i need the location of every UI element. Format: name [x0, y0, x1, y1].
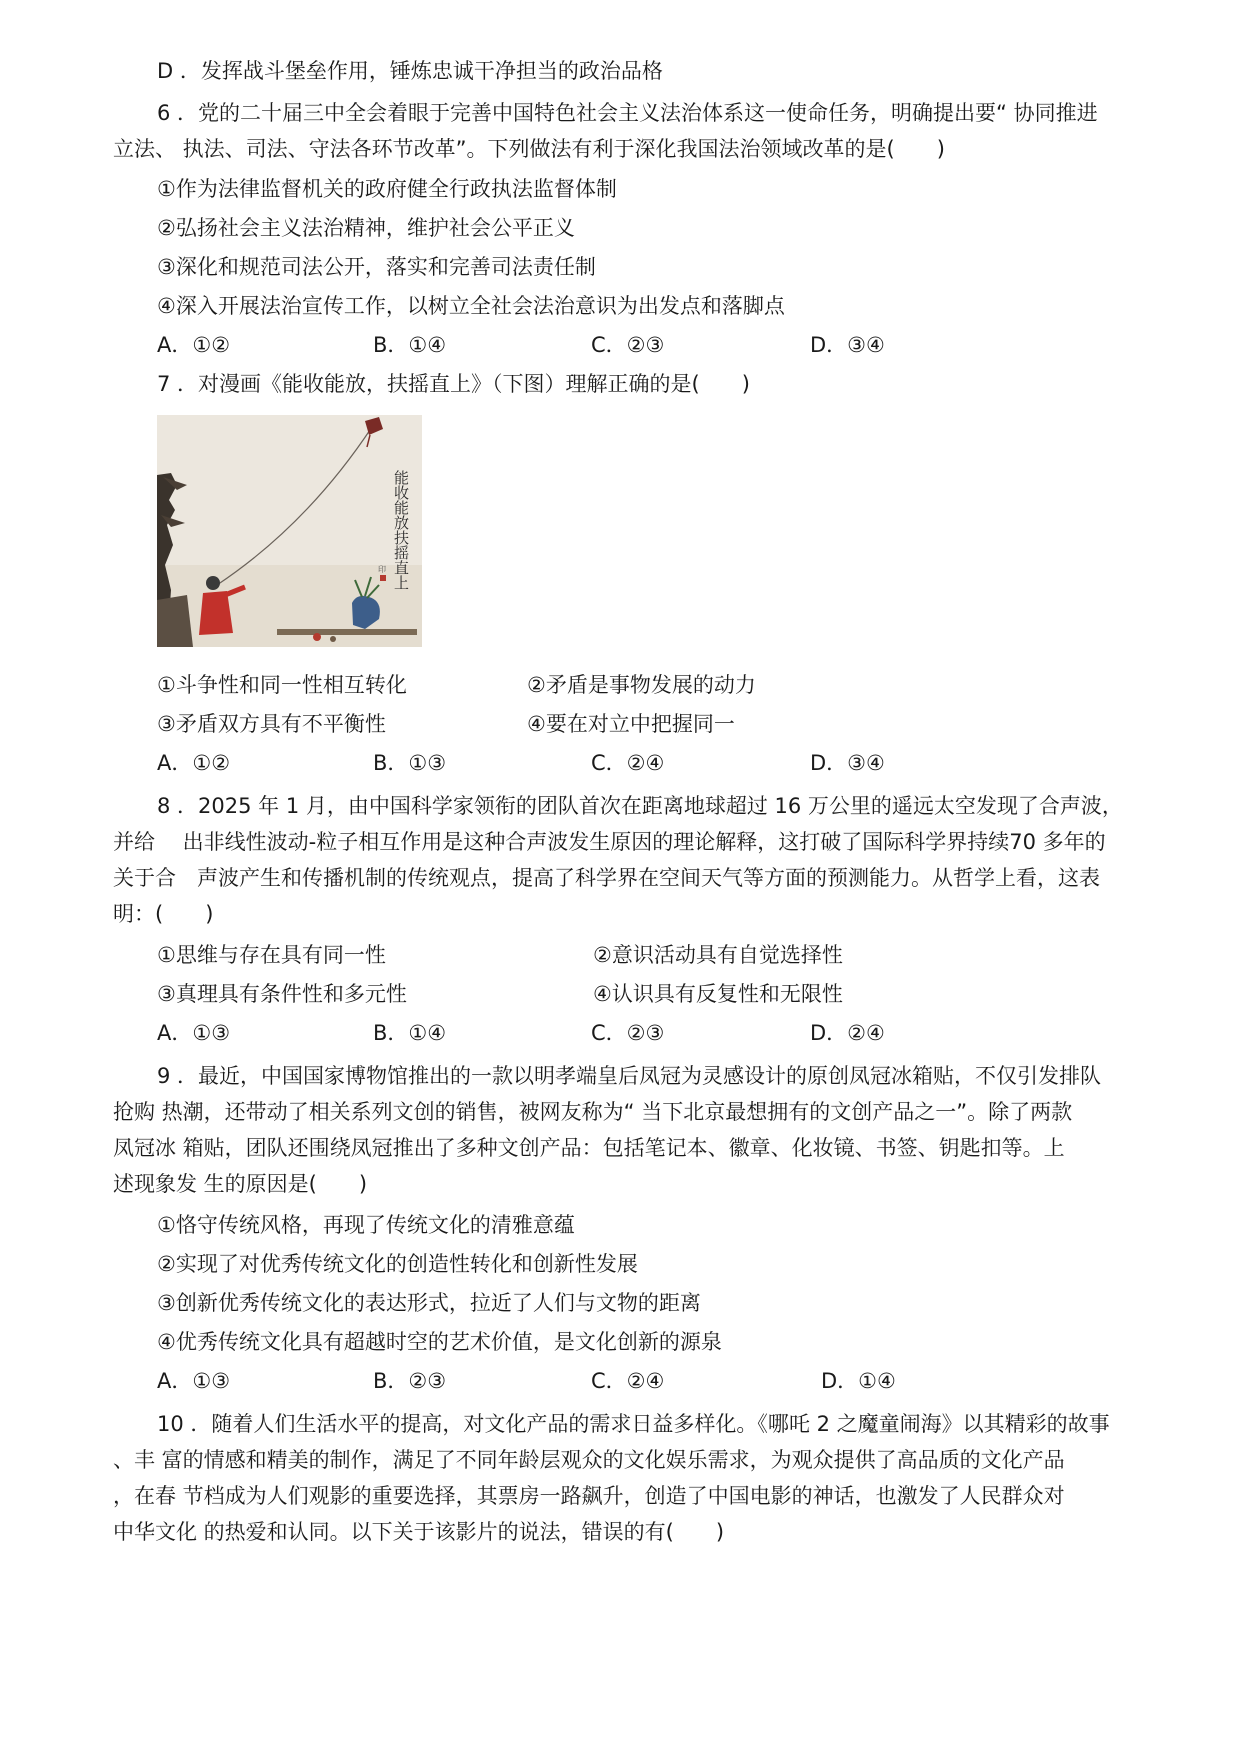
q9-stem-line3: 凤冠冰 箱贴，团队还围绕凤冠推出了多种文创产品：包括笔记本、徽章、化妆镜、书签、钥匙扣等。上: [113, 1136, 1065, 1160]
q9-stem-line4: 述现象发 生的原因是( ): [113, 1172, 368, 1196]
q6-choice-d[interactable]: D．③④: [810, 333, 885, 357]
q8-statement-3: ③真理具有条件性和多元性: [157, 982, 407, 1006]
q9-choice-d[interactable]: D．①④: [821, 1369, 896, 1393]
q9-statement-1: ①恪守传统风格，再现了传统文化的清雅意蕴: [157, 1213, 575, 1237]
q7-choice-c[interactable]: C．②④: [591, 751, 665, 775]
q8-statement-2: ②意识活动具有自觉选择性: [593, 943, 843, 967]
q8-stem-line1: 8 ．2025 年 1 月，由中国科学家领衔的团队首次在距离地球超过 16 万公里的遥远太空发现了合声波，: [157, 794, 1123, 818]
q6-stem-line1: 6 ．党的二十届三中全会着眼于完善中国特色社会主义法治体系这一使命任务，明确提出要“ 协同推进: [157, 101, 1098, 125]
q8-stem-line4: 明：( ): [113, 902, 214, 926]
q7-choice-a[interactable]: A．①②: [157, 751, 231, 775]
q6-statement-2: ②弘扬社会主义法治精神，维护社会公平正义: [157, 216, 575, 240]
q8-statement-1: ①思维与存在具有同一性: [157, 943, 386, 967]
q7-choice-b[interactable]: B．①③: [373, 751, 447, 775]
q9-statement-2: ②实现了对优秀传统文化的创造性转化和创新性发展: [157, 1252, 638, 1276]
q7-statement-3: ③矛盾双方具有不平衡性: [157, 712, 386, 736]
q6-choice-b[interactable]: B．①④: [373, 333, 447, 357]
q6-statement-4: ④深入开展法治宣传工作，以树立全社会法治意识为出发点和落脚点: [157, 294, 785, 318]
q9-choice-a[interactable]: A．①③: [157, 1369, 231, 1393]
q7-stem: 7 ．对漫画《能收能放，扶摇直上》（下图）理解正确的是( ): [157, 372, 750, 396]
q6-choice-c[interactable]: C．②③: [591, 333, 665, 357]
q8-stem-line2: 并给 出非线性波动-粒子相互作用是这种合声波发生原因的理论解释，这打破了国际科学界持续70 多年的: [113, 830, 1106, 854]
q10-stem-line1: 10 ．随着人们生活水平的提高，对文化产品的需求日益多样化。《哪吒 2 之魔童闹海》以其精彩的故事: [157, 1412, 1110, 1436]
svg-text:印: 印: [377, 565, 387, 573]
q8-choice-d[interactable]: D．②④: [810, 1021, 885, 1045]
q10-stem-line3: ，在春 节档成为人们观影的重要选择，其票房一路飙升，创造了中国电影的神话，也激发了人民群众对: [113, 1484, 1065, 1508]
q8-choice-a[interactable]: A．①③: [157, 1021, 231, 1045]
q5-option-d: D ．发挥战斗堡垒作用，锤炼忠诚干净担当的政治品格: [157, 59, 663, 83]
q8-choice-c[interactable]: C．②③: [591, 1021, 665, 1045]
q7-statement-1: ①斗争性和同一性相互转化: [157, 673, 407, 697]
q6-stem-line2: 立法、 执法、司法、守法各环节改革”。下列做法有利于深化我国法治领域改革的是( ): [113, 137, 945, 161]
q6-statement-1: ①作为法律监督机关的政府健全行政执法监督体制: [157, 177, 617, 201]
q8-statement-4: ④认识具有反复性和无限性: [593, 982, 843, 1006]
q9-choice-c[interactable]: C．②④: [591, 1369, 665, 1393]
q9-stem-line2: 抢购 热潮，还带动了相关系列文创的销售，被网友称为“ 当下北京最想拥有的文创产品之一”。除了两款: [113, 1100, 1073, 1124]
q7-statement-2: ②矛盾是事物发展的动力: [527, 673, 756, 697]
q9-stem-line1: 9 ．最近，中国国家博物馆推出的一款以明孝端皇后凤冠为灵感设计的原创凤冠冰箱贴，不仅引发排队: [157, 1064, 1102, 1088]
cartoon-kite-image: [157, 415, 422, 647]
q9-choice-b[interactable]: B．②③: [373, 1369, 447, 1393]
q10-stem-line4: 中华文化 的热爱和认同。以下关于该影片的说法，错误的有( ): [113, 1520, 725, 1544]
q9-statement-4: ④优秀传统文化具有超越时空的艺术价值，是文化创新的源泉: [157, 1330, 722, 1354]
q9-statement-3: ③创新优秀传统文化的表达形式，拉近了人们与文物的距离: [157, 1291, 701, 1315]
q6-statement-3: ③深化和规范司法公开，落实和完善司法责任制: [157, 255, 596, 279]
q10-stem-line2: 、丰 富的情感和精美的制作，满足了不同年龄层观众的文化娱乐需求，为观众提供了高品质的文化产品: [113, 1448, 1065, 1472]
q6-choice-a[interactable]: A．①②: [157, 333, 231, 357]
q7-choice-d[interactable]: D．③④: [810, 751, 885, 775]
q8-choice-b[interactable]: B．①④: [373, 1021, 447, 1045]
q8-stem-line3: 关于合 声波产生和传播机制的传统观点，提高了科学界在空间天气等方面的预测能力。从哲学上看，这表: [113, 866, 1100, 890]
q7-statement-4: ④要在对立中把握同一: [527, 712, 735, 736]
svg-text:能收能放扶摇直上: 能收能放扶摇直上: [392, 470, 410, 590]
